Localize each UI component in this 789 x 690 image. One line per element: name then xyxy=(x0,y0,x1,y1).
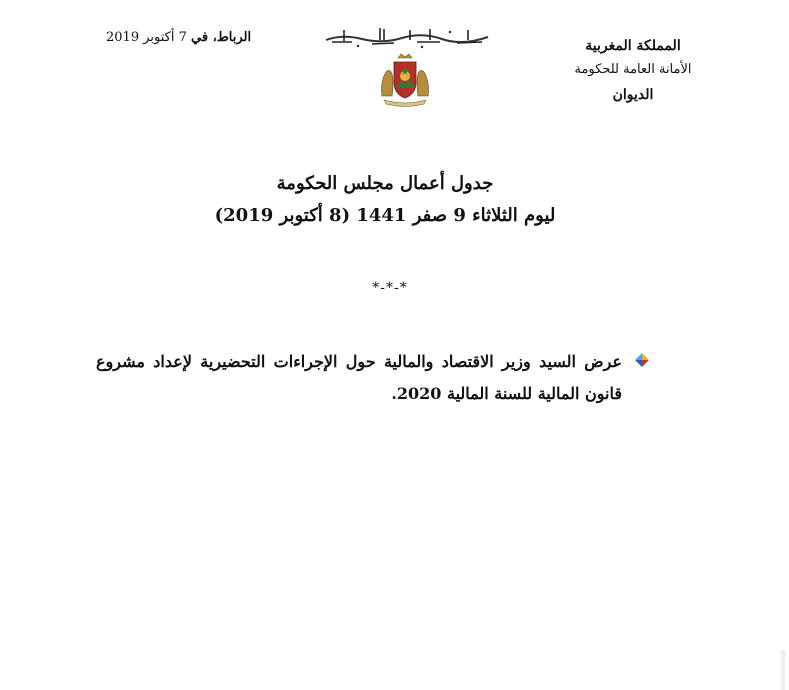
separator: *-*-* xyxy=(372,280,408,296)
agenda-list xyxy=(96,346,656,410)
list-item xyxy=(96,346,656,410)
agenda-title xyxy=(190,168,580,232)
date-line xyxy=(106,30,251,45)
coat-of-arms-icon xyxy=(376,52,434,108)
agenda-item-text: عرض السيد وزير الاقتصاد والمالية حول الإجراءات التحضيرية لإعداد مشروع قانون المالية للسنة المالية 2020. xyxy=(96,352,622,403)
title-line-2: ليوم الثلاثاء 9 صفر 1441 (8 أكتوبر 2019) xyxy=(214,205,556,226)
date-value: 7 أكتوبر 2019 xyxy=(106,30,187,45)
org-kingdom: المملكة المغربية xyxy=(585,38,681,54)
page-edge-shadow xyxy=(781,650,785,690)
basmala-calligraphy-icon xyxy=(322,24,492,50)
org-secretariat: الأمانة العامة للحكومة xyxy=(574,62,692,77)
date-place: الرباط، في xyxy=(191,30,252,45)
org-cabinet: الديوان xyxy=(612,87,654,103)
organization-header xyxy=(563,34,703,108)
title-line-1: جدول أعمال مجلس الحكومة xyxy=(276,173,494,194)
diamond-bullet-icon xyxy=(628,346,656,374)
